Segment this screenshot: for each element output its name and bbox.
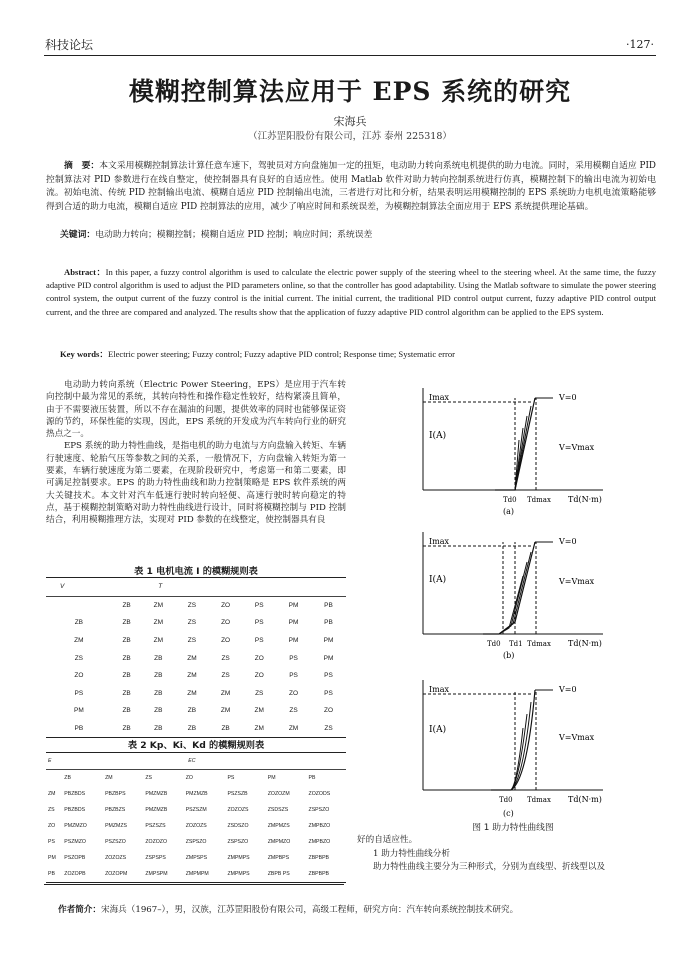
td1-label: Td1 — [509, 640, 523, 648]
body-continuation: 好的自适应性。 — [357, 835, 418, 845]
table-cell: ZB — [122, 637, 131, 645]
table-cell: PB — [324, 601, 333, 609]
table-cell: ZS — [255, 689, 264, 697]
table-cell: PS — [324, 689, 333, 697]
table-cell: ZBPBPB — [308, 871, 330, 877]
table-row — [46, 614, 346, 632]
table-cell: PM — [288, 601, 299, 609]
table-cell: ZM — [153, 637, 164, 645]
table-cell: ZO — [48, 823, 56, 829]
table-cell: ZM — [105, 775, 113, 781]
imax-label: Imax — [429, 685, 450, 694]
table-cell: PM — [323, 637, 334, 645]
table-cell: ZB — [221, 725, 230, 733]
table-cell: ZB — [154, 654, 163, 662]
table-cell: ZSDSZS — [267, 807, 289, 813]
table-cell: PS — [324, 672, 333, 680]
table-cell: ZSPSPS — [145, 855, 166, 861]
table-cell: PS — [74, 689, 84, 697]
table-cell: PSZSZS — [145, 823, 166, 829]
table-row — [46, 866, 346, 883]
table-cell: ZMPMZS — [267, 823, 290, 829]
footnote-label: 作者简介： — [58, 905, 101, 915]
table-cell: ZSPSZO — [185, 839, 207, 845]
table-cell: ZM — [254, 707, 264, 715]
table-corner: T — [112, 578, 209, 597]
imax-label: Imax — [429, 393, 450, 402]
v0-label: V=0 — [559, 685, 577, 694]
table-cell: ZB — [122, 707, 131, 715]
table-cell: ZMPSPM — [145, 871, 168, 877]
panel-label: (a) — [503, 507, 515, 516]
table-cell: PMZMZB — [185, 791, 208, 797]
abstract-cn-text: 本文采用模糊控制算法计算任意车速下，驾驶员对方向盘施加一定的扭矩，电动助力转向系统电机提供的助力电流。同时，采用模糊自适应 PID 控制算法对 PID 参数进行在线自整定，使控制器具有良好的自适应性。使用 Matlab 软件对助力转向控制系统进行仿真，模糊控制下的输出电流为初始电流。初始电流、传统 PID 控制输出电流、模糊自适应 PID 控制输出电流，三者进行对比和分析，结果表明运用模糊控制的 EPS 系统助力电机电流策略能够得到合适的助力电流，模糊自适应 PID 控制算法的应用，减少了响应时间和系统误差，为模糊控制算法全面应用于 EPS 系统提供理论基础。 — [46, 161, 656, 212]
td0-label: Td0 — [487, 640, 501, 648]
affiliation: （江苏罡阳股份有限公司，江苏 泰州 225318） — [248, 131, 452, 142]
table-cell: PSZSZB — [227, 791, 248, 797]
table-cell: ZMPBPS — [267, 855, 290, 861]
table-cell: ZS — [48, 807, 55, 813]
vmax-label: V=Vmax — [559, 577, 595, 586]
table-row — [46, 702, 346, 720]
table-cell: ZOZOPB — [64, 871, 86, 877]
table-cell: ZM — [187, 689, 197, 697]
table-cell: PBZBDS — [64, 791, 86, 797]
table-cell: PS — [254, 637, 264, 645]
body-paragraph: EPS 系统的助力特性曲线，是指电机的助力电流与方向盘输入转矩、车辆行驶速度、轮胎气压等参数之间的关系，一般情况下，方向盘输入转矩为第一要素，车辆行驶速度为第二要素，在现阶段研究中，考虑第一和第二要素，即可满足控制要求。EPS 的助力特性曲线和助力控制策略是 EPS 软件系统的两大关键技术。本文针对汽车低速行驶时转向轻便、高速行驶时转向稳定的特点，基于模糊控制策略对助力特性曲线进行设计，同时将模糊控制与 PID 控制结合，利用模糊推理方法，实现对 PID 参数的在线整定，使控制器具有良 — [46, 441, 346, 526]
iaxis-label: I(A) — [429, 725, 447, 735]
table-cell: ZB — [122, 672, 131, 680]
table-cell: ZB — [122, 689, 131, 697]
keywords-cn — [60, 229, 656, 243]
keywords-cn-label: 关键词： — [60, 230, 96, 240]
table-corner: E — [46, 753, 62, 770]
table-cell: PS — [254, 619, 264, 627]
table-cell: ZMPBZO — [308, 839, 331, 845]
tdaxis-label: Td(N·m) — [568, 795, 602, 804]
body-left — [46, 379, 346, 527]
panel-label: (c) — [503, 809, 514, 818]
body-paragraph: 助力特性曲线主要分为三种形式，分别为直线型、折线型以及 — [373, 862, 606, 872]
table-cell: ZO — [221, 619, 231, 627]
table-cell: PMZMZS — [105, 823, 127, 829]
imax-label: Imax — [429, 537, 450, 546]
table-row — [46, 818, 346, 834]
table-row — [46, 770, 346, 787]
table-cell: PM — [323, 654, 334, 662]
abstract-en-text: In this paper, a fuzzy control algorithm is used to calculate the electric power supply of the steering wheel to the steering wheel. At the same time, the fuzzy adaptive PID control algorithm is used to adjust the PID parameters online, so that the controller has good adaptability. Using the Matlab software to simulate the power steering control system, the output current of the fuzzy control is the initial current. The initial current, the traditional PID control output current, fuzzy adaptive PID control output current, and the three are compared and analyzed. The results show that the application of fuzzy adaptive PID control algorithm can be applied to the EPS system. — [46, 267, 656, 317]
table-corner: EC — [62, 753, 225, 770]
table-cell: ZOZODS — [308, 791, 331, 797]
table-cell: ZB — [122, 619, 131, 627]
table-cell: PB — [324, 619, 333, 627]
abstract-en — [46, 266, 656, 319]
figure-panel-a — [363, 378, 663, 518]
table-cell: ZM — [187, 672, 197, 680]
journal-name: 科技论坛 — [45, 38, 94, 52]
table1 — [46, 577, 346, 738]
table-cell: ZBPB PS — [267, 871, 290, 877]
table-cell: ZBPBPB — [308, 855, 330, 861]
table-cell: ZM — [220, 689, 231, 697]
table-cell: PB — [48, 871, 55, 877]
table-cell: PS — [48, 839, 55, 845]
table-cell: ZMPSPS — [185, 855, 208, 861]
table-cell: PS — [289, 654, 298, 662]
table-cell: ZM — [153, 619, 164, 627]
iaxis-label: I(A) — [429, 431, 447, 441]
table-cell: PMZMZO — [64, 823, 87, 829]
table-cell: ZS — [187, 619, 197, 627]
table-cell: ZB — [154, 707, 163, 715]
table-header-row — [46, 753, 346, 770]
table-cell: PB — [308, 775, 316, 781]
keywords-cn-text: 电动助力转向；模糊控制；模糊自适应 PID 控制；响应时间；系统误差 — [95, 230, 373, 240]
section-heading: 1 助力特性曲线分析 — [373, 848, 450, 859]
table-row — [46, 850, 346, 866]
table-cell: ZOZOZM — [267, 791, 290, 797]
table-header-row — [46, 578, 346, 597]
tdmax-label: Tdmax — [527, 496, 551, 504]
table-cell: ZS — [289, 707, 298, 715]
tdaxis-label: Td(N·m) — [568, 495, 602, 504]
table-cell: ZM — [48, 791, 56, 797]
table-cell: ZS — [187, 637, 197, 645]
table-cell: PM — [267, 775, 276, 781]
tdmax-label: Tdmax — [527, 640, 551, 648]
keywords-en-label: Key words： — [60, 349, 108, 359]
table-cell: PM — [288, 637, 299, 645]
body-paragraph: 电动助力转向系统（Electric Power Steering，EPS）是应用于汽车转向控制中最为常见的系统，其转向特性和操作稳定性较好，结构紧凑且简单，由于不需要液压装置，所以不存在漏油的问题，提供效率的同时也能够保证资源的节约，环保性能的实现，因此，EPS 系统的开发成为汽车转向行业的研究热点之一。 — [46, 380, 346, 440]
table-cell: ZMPBZO — [308, 823, 331, 829]
table-cell: ZB — [154, 672, 163, 680]
table-cell: ZOZOZO — [145, 839, 168, 845]
footnote — [58, 903, 658, 915]
table-cell: ZM — [153, 601, 164, 609]
table-cell: ZM — [187, 654, 197, 662]
table-corner: V — [46, 578, 112, 597]
table-row — [46, 649, 346, 667]
table-cell: ZB — [187, 707, 197, 715]
table-cell: ZMPMPS — [227, 871, 250, 877]
table-row — [46, 786, 346, 802]
table-cell: ZO — [323, 707, 334, 715]
table-row — [46, 720, 346, 738]
tdmax-label: Tdmax — [527, 796, 551, 804]
table-cell: ZS — [324, 725, 333, 733]
table-cell: ZB — [122, 601, 131, 609]
footnote-text: 宋海兵（1967–），男，汉族，江苏罡阳股份有限公司，高级工程师，研究方向：汽车转向系统控制技术研究。 — [100, 905, 519, 915]
table1-caption: 表 1 电机电流 I 的模糊规则表 — [134, 566, 258, 577]
table-cell: PM — [48, 855, 56, 861]
table-cell: ZO — [185, 775, 193, 781]
table-cell: ZM — [220, 707, 231, 715]
keywords-en — [60, 348, 656, 360]
body-right — [357, 834, 662, 875]
abstract-cn-label: 摘 要： — [64, 161, 100, 171]
table-cell: ZO — [74, 672, 84, 680]
table-cell: PBZBZS — [105, 807, 126, 813]
table-cell: ZMPMPM — [185, 871, 209, 877]
v0-label: V=0 — [559, 537, 577, 546]
table-row — [46, 802, 346, 818]
table-cell: PMZMZB — [145, 807, 168, 813]
table-cell: ZB — [122, 654, 131, 662]
table-cell: PBZBDS — [64, 807, 86, 813]
table-row — [46, 632, 346, 650]
td0-label: Td0 — [499, 796, 513, 804]
table-cell: PS — [227, 775, 235, 781]
table-cell: ZS — [221, 672, 230, 680]
table-cell: ZM — [288, 725, 299, 733]
author: 宋海兵 — [333, 115, 367, 128]
vmax-label: V=Vmax — [559, 443, 595, 452]
table-cell: ZSPSZO — [308, 807, 330, 813]
v0-label: V=0 — [559, 393, 577, 402]
table2-caption: 表 2 Kp、Ki、Kd 的模糊规则表 — [127, 740, 265, 751]
table-row — [46, 667, 346, 685]
table-cell: ZM — [254, 725, 264, 733]
table-cell: ZO — [289, 689, 299, 697]
table-cell: ZB — [154, 725, 163, 733]
header-rule — [44, 55, 656, 56]
table-cell: ZM — [74, 637, 84, 645]
abstract-en-label: Abstract： — [64, 267, 106, 277]
table-cell: ZB — [154, 689, 163, 697]
table-cell: PS — [254, 601, 264, 609]
table-cell: PS — [289, 672, 298, 680]
table-cell: ZS — [74, 654, 84, 662]
table-cell: ZS — [187, 601, 197, 609]
table-cell: PSZSZO — [105, 839, 126, 845]
table-cell: ZOZOZS — [227, 807, 249, 813]
table-cell: PMZMZB — [145, 791, 168, 797]
table-cell: ZB — [64, 775, 71, 781]
footnote-rule — [44, 884, 344, 885]
table-row — [46, 685, 346, 703]
abstract-cn — [46, 160, 656, 214]
vmax-label: V=Vmax — [559, 733, 595, 742]
table-cell: ZOZOPM — [105, 871, 128, 877]
table-cell: PB — [74, 725, 84, 733]
table-row — [46, 834, 346, 850]
table-cell: ZB — [187, 725, 197, 733]
table-cell: ZB — [122, 725, 131, 733]
table-cell: ZO — [221, 637, 231, 645]
table-cell: PSZSZM — [185, 807, 207, 813]
table-row — [46, 596, 346, 614]
td0-label: Td0 — [503, 496, 517, 504]
figure-panel-b — [363, 522, 663, 662]
table-cell: ZS — [221, 654, 230, 662]
table-cell: ZB — [74, 619, 84, 627]
table-cell: PSZMZO — [64, 839, 86, 845]
table-cell: ZMPMPS — [227, 855, 250, 861]
table-cell: PM — [73, 707, 84, 715]
table-cell: ZOZOZS — [105, 855, 127, 861]
table2 — [46, 752, 346, 883]
figure-panel-c — [363, 670, 663, 820]
table-cell: PSZOPB — [64, 855, 86, 861]
table-cell: ZO — [254, 654, 264, 662]
table-cell: ZOZOZS — [185, 823, 207, 829]
table-cell: PM — [288, 619, 299, 627]
iaxis-label: I(A) — [429, 575, 447, 585]
table-cell: ZSDSZO — [227, 823, 249, 829]
figure-caption: 图 1 助力特性曲线图 — [472, 823, 554, 833]
table-cell: ZS — [145, 775, 153, 781]
table-cell: ZMPMZO — [267, 839, 291, 845]
tdaxis-label: Td(N·m) — [568, 639, 602, 648]
table-cell: ZSPSZO — [227, 839, 249, 845]
keywords-en-text: Electric power steering; Fuzzy control; Fuzzy adaptive PID control; Response time; Systematic error — [107, 349, 455, 359]
paper-title: 模糊控制算法应用于 EPS 系统的研究 — [128, 77, 572, 106]
page-number: ·127· — [626, 38, 654, 51]
panel-label: (b) — [503, 651, 515, 660]
table-cell: ZO — [221, 601, 231, 609]
table-cell: ZO — [254, 672, 264, 680]
table-cell: PBZBPS — [105, 791, 126, 797]
